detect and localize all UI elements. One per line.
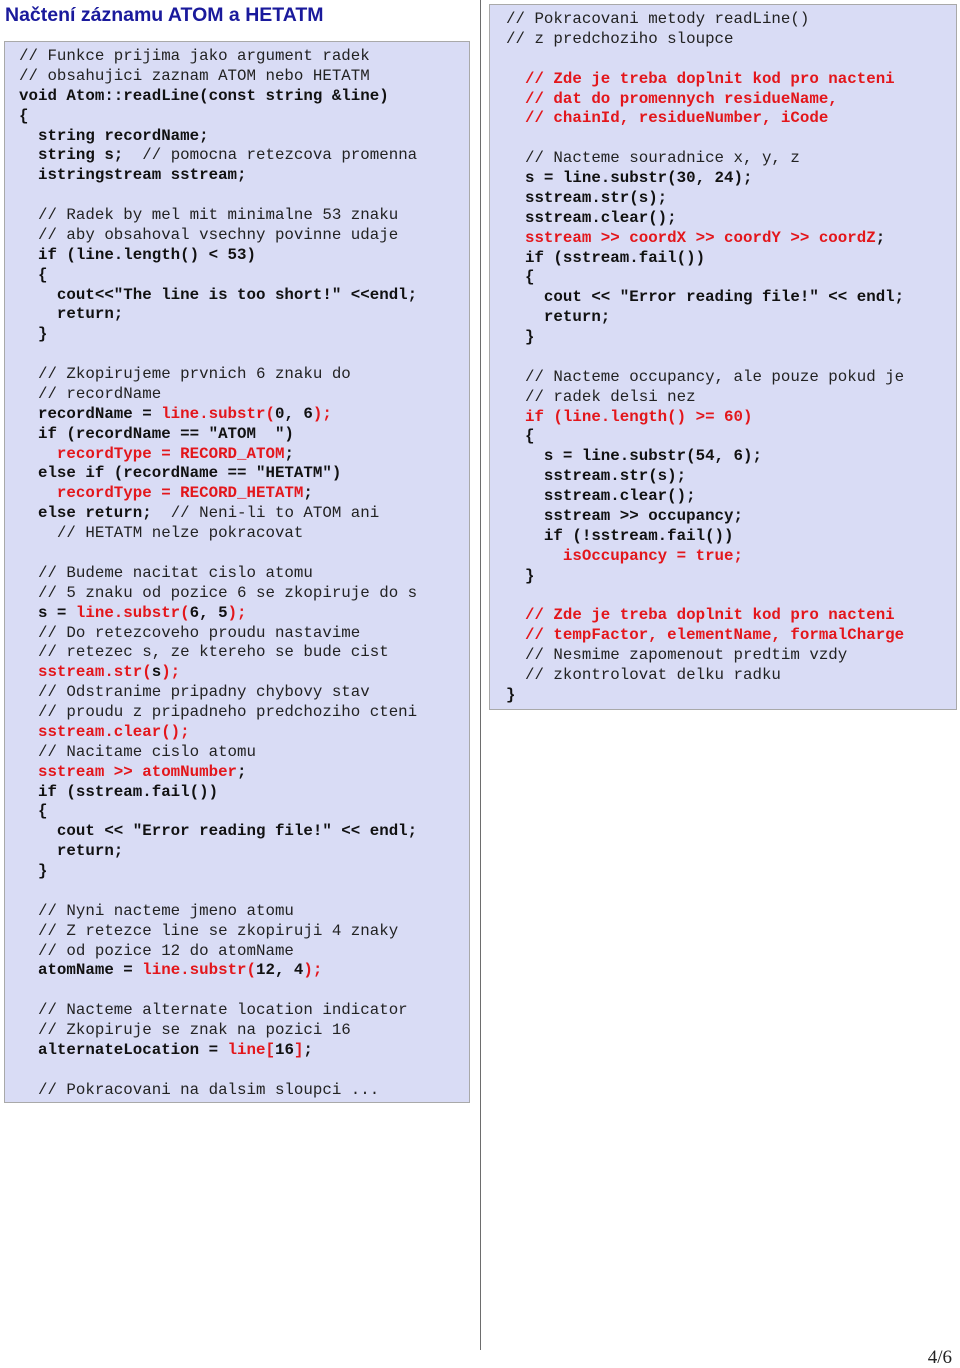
code-token: return; bbox=[19, 842, 124, 861]
code-token: alternateLocation = bbox=[19, 1041, 228, 1059]
code-token: // 5 znaku od pozice 6 se zkopiruje do s bbox=[19, 583, 418, 602]
code-line bbox=[19, 265, 47, 285]
code-token: // Nacteme souradnice x, y, z bbox=[506, 149, 800, 168]
code-token: sstream >> occupancy; bbox=[506, 507, 743, 525]
code-token: recordType = RECORD_ATOM bbox=[19, 444, 285, 463]
code-line bbox=[19, 145, 417, 165]
code-line bbox=[506, 307, 610, 327]
code-line bbox=[19, 901, 294, 921]
code-token: ); bbox=[227, 603, 247, 622]
code-line bbox=[19, 921, 398, 941]
code-token: s = line.substr(54, 6); bbox=[506, 447, 762, 466]
code-line bbox=[506, 367, 904, 387]
code-token: // Zde je treba doplnit kod pro nacteni bbox=[506, 69, 895, 88]
code-token: // dat do promennych residueName, bbox=[506, 89, 838, 108]
code-line bbox=[506, 605, 895, 625]
code-line bbox=[19, 364, 351, 384]
code-token: 0, 6 bbox=[274, 404, 313, 423]
code-line bbox=[506, 446, 762, 466]
code-token: s = bbox=[19, 603, 76, 622]
code-line bbox=[19, 1000, 408, 1020]
code-line bbox=[506, 426, 534, 446]
code-token: if (sstream.fail()) bbox=[19, 782, 219, 801]
column-divider bbox=[480, 0, 481, 1350]
code-token: sstream.str(s); bbox=[506, 188, 668, 207]
code-token: { bbox=[19, 106, 29, 125]
code-token: { bbox=[506, 427, 535, 446]
code-line bbox=[19, 603, 247, 623]
code-token: line.substr( bbox=[75, 603, 190, 622]
code-line bbox=[19, 762, 247, 782]
code-token: return; bbox=[19, 305, 124, 324]
code-token: // radek delsi nez bbox=[506, 387, 696, 406]
code-token: } bbox=[506, 328, 535, 347]
code-token: s bbox=[151, 663, 162, 682]
code-token: 16 bbox=[274, 1041, 294, 1059]
code-line bbox=[506, 148, 800, 168]
code-token: ); bbox=[303, 961, 323, 980]
code-token: // Do retezcoveho proudu nastavime bbox=[19, 623, 361, 642]
code-line bbox=[19, 285, 417, 305]
code-line bbox=[19, 384, 161, 404]
code-token: sstream.str( bbox=[19, 663, 152, 682]
code-line bbox=[19, 503, 379, 523]
code-line bbox=[19, 523, 303, 543]
code-line bbox=[19, 642, 389, 662]
code-line bbox=[19, 245, 256, 265]
code-line bbox=[506, 168, 752, 188]
code-token: void Atom::readLine(const string &line) bbox=[19, 86, 389, 105]
code-line bbox=[19, 861, 47, 881]
code-line bbox=[19, 623, 360, 643]
code-token: // proudu z pripadneho predchoziho cteni bbox=[19, 703, 418, 722]
code-token: ] bbox=[293, 1041, 304, 1059]
code-token: cout << "Error reading file!" << endl; bbox=[19, 822, 418, 841]
code-token: line.substr( bbox=[161, 404, 275, 423]
code-token: ; bbox=[303, 484, 313, 503]
code-token: // Neni-li to ATOM ani bbox=[170, 504, 380, 523]
code-line bbox=[19, 583, 417, 603]
code-line bbox=[506, 267, 534, 287]
page-title: Načtení záznamu ATOM a HETATM bbox=[5, 4, 324, 26]
code-token: 12, 4 bbox=[256, 961, 304, 980]
code-line bbox=[506, 387, 696, 407]
code-token: ; bbox=[284, 444, 294, 463]
code-token: sstream.clear(); bbox=[506, 208, 677, 227]
code-token: } bbox=[19, 862, 48, 881]
code-line bbox=[506, 685, 515, 705]
code-line bbox=[19, 563, 313, 583]
code-token: // Z retezce line se zkopiruji 4 znaky bbox=[19, 921, 399, 940]
code-line bbox=[19, 821, 417, 841]
code-token: ; bbox=[237, 762, 247, 781]
code-line bbox=[19, 444, 294, 464]
code-line bbox=[506, 466, 686, 486]
code-line bbox=[506, 228, 885, 248]
code-token: recordType = RECORD_HETATM bbox=[19, 484, 304, 503]
code-line bbox=[19, 960, 322, 980]
code-line bbox=[19, 1080, 379, 1100]
code-token: line[ bbox=[227, 1041, 275, 1059]
code-token: else return; bbox=[19, 504, 171, 523]
code-line bbox=[19, 324, 47, 344]
code-token: recordName = bbox=[19, 404, 162, 423]
code-line bbox=[19, 841, 123, 861]
code-token: cout << "Error reading file!" << endl; bbox=[506, 288, 905, 307]
code-line bbox=[19, 404, 332, 424]
code-token: sstream.str(s); bbox=[506, 467, 687, 486]
code-line bbox=[506, 546, 743, 566]
code-token: // od pozice 12 do atomName bbox=[19, 941, 294, 960]
code-line bbox=[19, 682, 370, 702]
code-line bbox=[19, 662, 180, 682]
page-number: 4/6 bbox=[927, 1347, 952, 1368]
code-token: // Zde je treba doplnit kod pro nacteni bbox=[506, 606, 895, 625]
code-line bbox=[19, 801, 47, 821]
code-line bbox=[506, 506, 743, 526]
code-token: // aby obsahoval vsechny povinne udaje bbox=[19, 225, 399, 244]
code-token: // Odstranime pripadny chybovy stav bbox=[19, 683, 370, 702]
code-line bbox=[19, 86, 389, 106]
code-token: // Funkce prijima jako argument radek bbox=[19, 47, 370, 65]
code-token: // Pokracovani na dalsim sloupci ... bbox=[19, 1080, 380, 1099]
code-line bbox=[506, 29, 734, 49]
code-token: // Budeme nacitat cislo atomu bbox=[19, 563, 313, 582]
code-line bbox=[19, 702, 417, 722]
code-line bbox=[19, 66, 370, 86]
code-line bbox=[506, 89, 838, 109]
code-token: sstream >> atomNumber bbox=[19, 762, 238, 781]
code-line bbox=[19, 1020, 351, 1040]
code-token: string recordName; bbox=[19, 126, 209, 145]
code-line bbox=[19, 941, 294, 961]
code-line bbox=[19, 126, 209, 146]
code-listing-left bbox=[4, 41, 470, 1103]
code-line bbox=[19, 1040, 313, 1060]
code-token: if (line.length() < 53) bbox=[19, 245, 256, 264]
code-token: } bbox=[506, 566, 535, 585]
code-token: else if (recordName == "HETATM") bbox=[19, 464, 342, 483]
code-token: // Nacteme alternate location indicator bbox=[19, 1001, 408, 1020]
code-token: // z predchoziho sloupce bbox=[506, 29, 734, 48]
code-token: ); bbox=[161, 663, 181, 682]
code-line bbox=[19, 106, 28, 126]
code-token: if (recordName == "ATOM ") bbox=[19, 424, 294, 443]
code-token: // tempFactor, elementName, formalCharge bbox=[506, 626, 905, 645]
code-token: // pomocna retezcova promenna bbox=[142, 146, 418, 165]
code-line bbox=[506, 9, 809, 29]
code-line bbox=[506, 188, 667, 208]
code-line bbox=[506, 327, 534, 347]
code-token: if (sstream.fail()) bbox=[506, 248, 706, 267]
code-line bbox=[19, 463, 341, 483]
code-token: { bbox=[19, 802, 48, 821]
code-line bbox=[19, 165, 247, 185]
code-token: line.substr( bbox=[142, 961, 257, 980]
code-token: ); bbox=[312, 404, 332, 423]
code-token: // obsahujici zaznam ATOM nebo HETATM bbox=[19, 66, 370, 85]
code-token: return; bbox=[506, 308, 611, 327]
code-token: sstream >> coordX >> coordY >> coordZ bbox=[506, 228, 876, 247]
code-token: // Nacteme occupancy, ale pouze pokud je bbox=[506, 367, 905, 386]
code-token: sstream.clear(); bbox=[19, 722, 190, 741]
code-line bbox=[506, 665, 781, 685]
code-token: // zkontrolovat delku radku bbox=[506, 666, 781, 685]
code-line bbox=[506, 287, 904, 307]
code-line bbox=[506, 407, 752, 427]
code-line bbox=[506, 486, 696, 506]
code-token: atomName = bbox=[19, 961, 143, 980]
code-line bbox=[19, 742, 256, 762]
code-line bbox=[19, 225, 398, 245]
code-token: istringstream sstream; bbox=[19, 166, 247, 185]
code-line bbox=[506, 566, 534, 586]
code-token: if (line.length() >= 60) bbox=[506, 407, 753, 426]
code-token: { bbox=[19, 265, 48, 284]
code-token: // recordName bbox=[19, 384, 162, 403]
code-token: if (!sstream.fail()) bbox=[506, 526, 734, 545]
code-line bbox=[506, 208, 677, 228]
code-token: { bbox=[506, 268, 535, 287]
code-token: sstream.clear(); bbox=[506, 487, 696, 506]
code-token: ; bbox=[875, 228, 886, 247]
code-token: string s; bbox=[19, 146, 143, 165]
code-line bbox=[506, 69, 895, 89]
code-token: // Pokracovani metody readLine() bbox=[506, 10, 810, 28]
code-token: // Nacitame cislo atomu bbox=[19, 742, 256, 761]
code-token: } bbox=[19, 325, 48, 344]
code-token: ; bbox=[303, 1041, 313, 1059]
code-token: // chainId, residueNumber, iCode bbox=[506, 109, 829, 128]
code-line bbox=[19, 304, 123, 324]
code-token: // retezec s, ze ktereho se bude cist bbox=[19, 643, 389, 662]
code-line bbox=[506, 625, 904, 645]
code-token: // HETATM nelze pokracovat bbox=[19, 524, 304, 543]
code-line bbox=[19, 483, 313, 503]
code-token: // Nyni nacteme jmeno atomu bbox=[19, 901, 294, 920]
code-line bbox=[506, 526, 734, 546]
code-line bbox=[506, 108, 828, 128]
code-line bbox=[506, 645, 847, 665]
code-line bbox=[506, 248, 705, 268]
code-line bbox=[19, 46, 370, 66]
code-line bbox=[19, 424, 294, 444]
code-listing-right bbox=[489, 4, 957, 710]
code-token: // Nesmime zapomenout predtim vzdy bbox=[506, 646, 848, 665]
code-line bbox=[19, 722, 190, 742]
code-token: // Zkopirujeme prvnich 6 znaku do bbox=[19, 365, 351, 384]
code-token: 6, 5 bbox=[189, 603, 228, 622]
code-token: // Radek by mel mit minimalne 53 znaku bbox=[19, 206, 399, 225]
code-token: } bbox=[506, 685, 516, 704]
code-token: isOccupancy = true; bbox=[506, 546, 743, 565]
code-line bbox=[19, 782, 218, 802]
code-token: s = line.substr(30, 24); bbox=[506, 169, 753, 188]
code-token: // Zkopiruje se znak na pozici 16 bbox=[19, 1021, 351, 1040]
code-line bbox=[19, 205, 398, 225]
code-token: cout<<"The line is too short!" <<endl; bbox=[19, 285, 418, 304]
